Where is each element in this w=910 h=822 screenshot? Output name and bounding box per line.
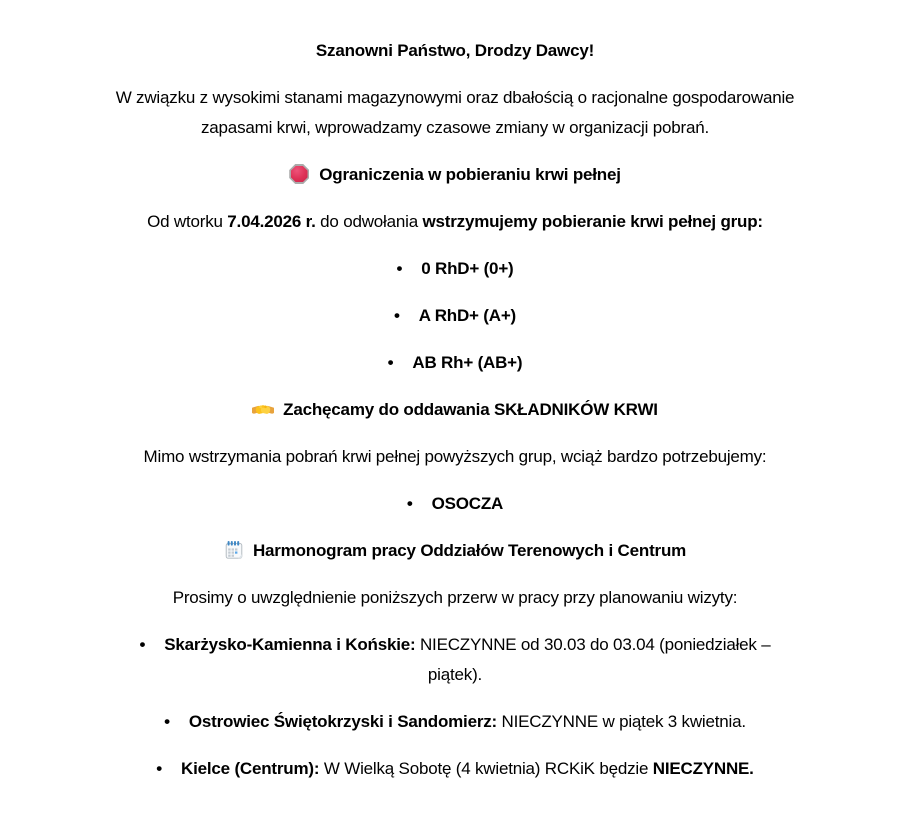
closure-location: Skarżysko-Kamienna i Końskie: [164,635,416,654]
restrictions-heading [40,160,870,190]
calendar-icon [224,540,244,560]
blood-group-item [40,301,870,331]
bullet-icon: • [164,712,170,731]
intro-line-1: W związku z wysokimi stanami magazynowymi oraz dbałością o racjonalne gospodarowanie [115,88,795,107]
stop-octagon-icon [289,164,309,184]
intro-paragraph [40,83,870,143]
schedule-heading [40,536,870,566]
blood-group-item [40,254,870,284]
needed-component-item [40,489,870,519]
closure-item [40,754,870,784]
blood-group-item [40,348,870,378]
restrictions-line-mid: do odwołania [315,212,423,231]
blood-group-label: AB Rh+ (AB+) [412,353,523,372]
components-heading [40,395,870,425]
bullet-icon: • [139,635,146,654]
closure-detail: NIECZYNNE w piątek 3 kwietnia. [497,712,746,731]
closure-detail-continued: piątek). [427,665,483,684]
bullet-icon: • [393,306,400,325]
closure-location: Ostrowiec Świętokrzyski i Sandomierz: [188,712,498,731]
restrictions-effective-line [40,207,870,237]
bullet-icon: • [406,494,413,513]
restrictions-heading-label: Ograniczenia w pobieraniu krwi pełnej [319,165,621,184]
closure-detail: NIECZYNNE od 30.03 do 03.04 (poniedziałek – [415,635,771,654]
restrictions-line-bold: wstrzymujemy pobieranie krwi pełnej grup: [422,212,763,231]
handshake-icon [252,399,274,419]
closure-item [40,630,870,690]
restrictions-date: 7.04.2026 r. [227,212,316,231]
blood-group-label: 0 RhD+ (0+) [421,259,514,278]
schedule-body: Prosimy o uwzględnienie poniższych przerw w pracy przy planowaniu wizyty: [172,588,738,607]
needed-component-label: OSOCZA [431,494,504,513]
components-heading-label: Zachęcamy do oddawania SKŁADNIKÓW KRWI [283,400,658,419]
page-title: Szanowni Państwo, Drodzy Dawcy! [315,41,595,60]
closure-location: Kielce (Centrum): [181,759,320,778]
intro-line-2: zapasami krwi, wprowadzamy czasowe zmiany w organizacji pobrań. [201,118,709,137]
closure-detail-emphasis: NIECZYNNE. [652,759,754,778]
closure-detail: W Wielką Sobotę (4 kwietnia) RCKiK będzie [319,759,653,778]
bullet-icon: • [156,759,163,778]
schedule-heading-label: Harmonogram pracy Oddziałów Terenowych i Centrum [252,541,687,560]
restrictions-line-pre: Od wtorku [147,212,228,231]
blood-group-label: A RhD+ (A+) [418,306,517,325]
bullet-icon: • [396,259,403,278]
components-body: Mimo wstrzymania pobrań krwi pełnej powyższych grup, wciąż bardzo potrzebujemy: [143,447,767,466]
bullet-icon: • [387,353,394,372]
closure-item [40,707,870,737]
